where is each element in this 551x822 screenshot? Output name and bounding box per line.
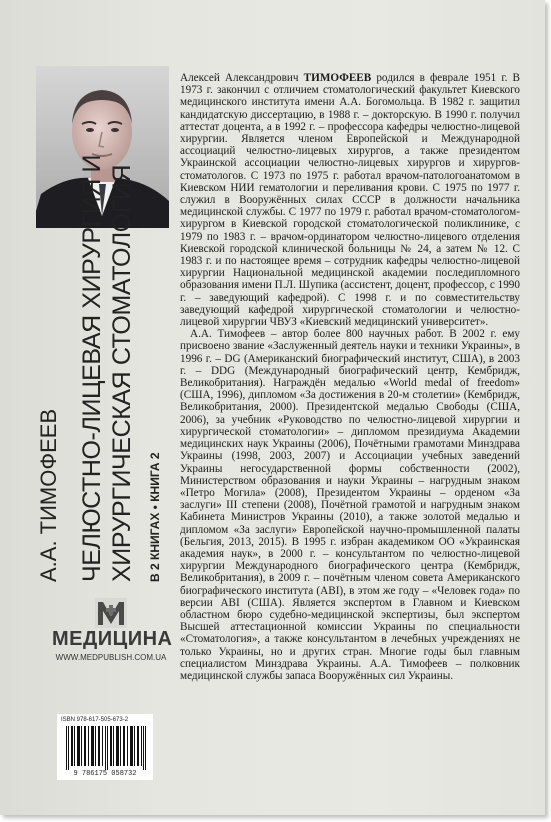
bio-paragraph-1-text: родился в феврале 1951 г. В 1973 г. закончил с отличием стоматологический факультет Киевского медицинского института имени А.А. Богомольца. В 1982 г. защитил кандидатскую диссертацию, в 1988 г. – докторскую. В 1990 г. получил аттестат доцента, а в 1992 г. – профессора кафедры челюстно-лицевой хирургии. Является членом Европейской и Международной ассоциаций челюстно-лицевых хирургов, а также президентом Украинской ассоциации челюстно-лицевых хирургов и хирургов-стоматологов. С 1973 по 1975 г. работал врачом-патологоанатомом в Киевском НИИ гематологии и переливания крови. С 1975 по 1977 г. служил в Вооружённых силах СССР в должности начальника медицинской службы. С 1977 по 1979 г. работал врачом-стоматологом-хирургом в Киевской городской стоматологической поликлинике, с 1979 по 1983 г. – врачом-ординатором челюстно-лицевого отделения Киевской городской клинической больницы № 24, а затем № 12. С 1983 г. и по настоящее время – сотрудник кафедры челюстно-лицевой хирургии Национальной медицинской академии последипломного образования имени П.Л. Шупика (ассистент, доцент, профессор, с 1990 г. – заведующий кафедрой). С 1998 г. и по совместительству заведующий кафедрой хирургической стоматологии и челюстно-лицевой хирургии ЧВУЗ «Киевский медицинский университет». — [180, 72, 521, 329]
bio-paragraph-1 — [180, 72, 520, 328]
isbn-number: ISBN 978-617-505-673-2 — [61, 717, 129, 723]
publisher-url: WWW.MEDPUBLISH.COM.UA — [55, 653, 167, 662]
spine-author: А.А. ТИМОФЕЕВ — [36, 408, 61, 582]
author-name-regular: Алексей Александрович — [180, 72, 299, 84]
barcode-bars-icon — [66, 726, 146, 770]
publisher-emblem-icon — [95, 598, 127, 628]
barcode-digits: 9 786175 058732 — [73, 770, 137, 778]
bio-paragraph-2: А.А. Тимофеев – автор более 800 научных работ. В 2002 г. ему присвоено звание «Заслуженный деятель науки и техники Украины», в 1996 г. – DG (Американский биографический институт, США), в 2003 г. – DDG (Международный биографический центр, Кембридж, Великобритания). Награждён медалью «World medal of freedom» (США, 1996), дипломом «За достижения в 20-м столетии» (Кембридж, Великобритания, 2000). Президентской медалью Свободы (США, 2006), за учебник «Руководство по челюстно-лицевой хирургии и хирургической стоматологии» – дипломом президиума Академии медицинских наук Украины (2006), Почётными грамотами Минздрава Украины (1998, 2003, 2007) и Ассоциации учебных заведений Украины негосударственной формы собственности (2002), Министерством образования и науки Украины – нагрудным знаком «Петро Могила» (2008), Президентом Украины – орденом «За заслуги» III степени (2008), Почётной грамотой и нагрудным знаком Кабинета Министров Украины (2010), а также золотой медалью и дипломом «За заслуги» Европейской научно-промышленной палаты (Бельгия, 2013, 2015). В 1995 г. избран академиком ОО «Украинская академия наук», в 2000 г. – консультантом по челюстно-лицевой хирургии Международного биографического центра (Кембридж, Великобритания), в 2009 г. – почётным членом совета Американского биографического института (ABI), в этом же году – «Человек года» по версии ABI (США). Является экспертом в Главном и Киевском областном бюро судебно-медицинской экспертизы, был экспертом Высшей аттестационной комиссии Украины по специальности «Стоматология», а также консультантом в лечебных учреждениях не только Украины, но и других стран. Многие годы был главным специалистом Минздрава Украины. А.А. Тимофеев – полковник медицинской службы запаса Вооружённых сил Украины. — [180, 328, 520, 682]
author-surname: ТИМОФЕЕВ — [303, 72, 372, 84]
author-biography — [180, 72, 520, 682]
publisher-name: МЕДИЦИНА — [52, 628, 173, 650]
spine-title-line-2: ХИРУРГИЧЕСКАЯ СТОМАТОЛОГИЯ — [108, 164, 136, 582]
spine-title-line-1: ЧЕЛЮСТНО-ЛИЦЕВАЯ ХИРУРГИЯ И — [78, 154, 106, 582]
spine-books-note: В 2 КНИГАХ • КНИГА 2 — [148, 452, 162, 582]
publisher-logo — [52, 598, 173, 670]
spine-title-block — [36, 154, 176, 588]
barcode — [57, 714, 153, 780]
